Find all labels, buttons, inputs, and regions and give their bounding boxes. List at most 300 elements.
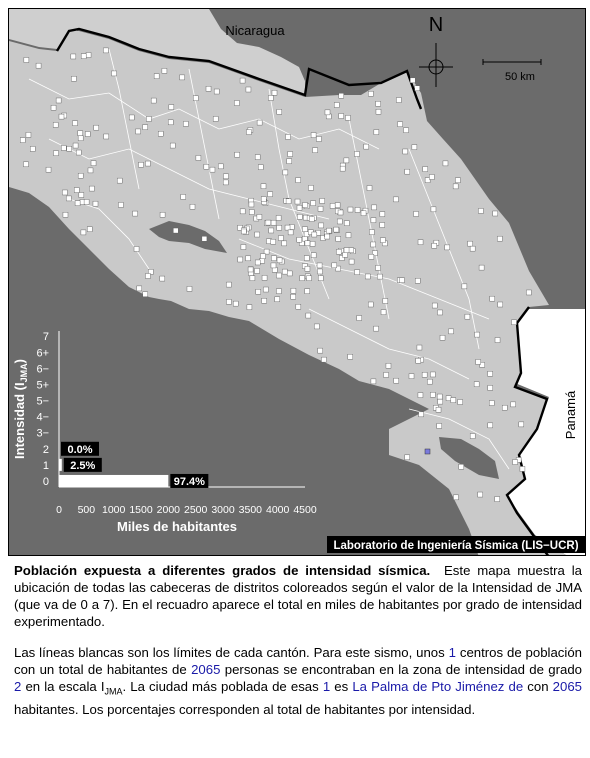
- district-center: [511, 402, 516, 407]
- district-center: [502, 405, 507, 410]
- chart-y-tick-label: 6+: [36, 347, 49, 360]
- district-center: [316, 136, 321, 141]
- district-center: [89, 186, 94, 191]
- district-center: [415, 278, 420, 283]
- district-center: [468, 241, 473, 246]
- district-center: [380, 222, 385, 227]
- district-center: [104, 134, 109, 139]
- district-center: [383, 298, 388, 303]
- district-center: [190, 204, 195, 209]
- district-center: [449, 329, 454, 334]
- district-center: [287, 271, 292, 276]
- district-center: [479, 265, 484, 270]
- district-center: [162, 68, 167, 73]
- district-center: [241, 229, 246, 234]
- district-center: [369, 254, 374, 259]
- district-center: [223, 180, 228, 185]
- district-center: [291, 294, 296, 299]
- district-center: [277, 273, 282, 278]
- district-center: [287, 159, 292, 164]
- district-center: [305, 266, 310, 271]
- district-center: [62, 190, 67, 195]
- district-center: [71, 54, 76, 59]
- panama-label: Panamá: [563, 390, 578, 440]
- district-center: [20, 138, 25, 143]
- district-center: [489, 401, 494, 406]
- district-center: [475, 332, 480, 337]
- district-center: [268, 95, 273, 100]
- caption-grade: 2: [14, 679, 22, 694]
- chart-y-tick-label: 0: [42, 475, 49, 488]
- district-center: [145, 273, 150, 278]
- district-center: [320, 198, 325, 203]
- district-center: [302, 227, 307, 232]
- district-center: [286, 134, 291, 139]
- district-center: [271, 239, 276, 244]
- district-center: [519, 422, 524, 427]
- district-center: [276, 289, 281, 294]
- district-center: [187, 286, 192, 291]
- district-center: [403, 149, 408, 154]
- district-center: [84, 199, 89, 204]
- district-center: [440, 335, 445, 340]
- district-center: [437, 423, 442, 428]
- district-center: [339, 113, 344, 118]
- district-center: [312, 232, 317, 237]
- district-center: [226, 299, 231, 304]
- district-center: [311, 133, 316, 138]
- district-center: [313, 148, 318, 153]
- district-center: [459, 464, 464, 469]
- district-center: [66, 196, 71, 201]
- district-center: [223, 174, 228, 179]
- district-center: [75, 201, 80, 206]
- district-center: [143, 125, 148, 130]
- district-center: [325, 234, 330, 239]
- district-center: [355, 207, 360, 212]
- district-center: [371, 242, 376, 247]
- district-center: [260, 254, 265, 259]
- district-center: [129, 115, 134, 120]
- district-center: [453, 184, 458, 189]
- district-center: [54, 151, 59, 156]
- district-center: [398, 122, 403, 127]
- district-center: [276, 215, 281, 220]
- caption-total-pop: 2065: [191, 662, 221, 677]
- district-center: [386, 363, 391, 368]
- district-center: [143, 292, 148, 297]
- district-center: [93, 201, 98, 206]
- district-center: [381, 310, 386, 315]
- district-center: [266, 220, 271, 225]
- district-center: [497, 236, 502, 241]
- chart-percent-label: [61, 442, 99, 456]
- district-la-palma: [425, 449, 430, 454]
- district-center: [396, 98, 401, 103]
- caption-text-2c: personas se encontraban en la zona de intensidad de grado: [220, 662, 582, 677]
- district-center: [173, 228, 178, 233]
- district-center: [81, 54, 86, 59]
- district-center: [423, 167, 428, 172]
- district-center: [374, 326, 379, 331]
- district-center: [474, 382, 479, 387]
- caption-city: La Palma de Pto Jiménez de: [352, 679, 524, 694]
- district-center: [495, 338, 500, 343]
- district-center: [277, 258, 282, 263]
- district-center: [369, 230, 374, 235]
- district-center: [277, 225, 282, 230]
- district-center: [446, 396, 451, 401]
- chart-y-tick-label: 6−: [36, 363, 49, 376]
- district-center: [354, 151, 359, 156]
- district-center: [271, 256, 276, 261]
- district-center: [498, 302, 503, 307]
- district-center: [277, 109, 282, 114]
- district-center: [240, 209, 245, 214]
- district-center: [170, 143, 175, 148]
- district-center: [81, 230, 86, 235]
- district-center: [145, 161, 150, 166]
- district-center: [478, 492, 483, 497]
- caption-text-2e: . La ciudad más poblada de esas: [122, 679, 323, 694]
- district-center: [365, 274, 370, 279]
- district-center: [146, 116, 151, 121]
- chart-percent-label: [64, 458, 102, 472]
- district-center: [246, 130, 251, 135]
- district-center: [154, 74, 159, 79]
- district-center: [384, 372, 389, 377]
- district-center: [488, 423, 493, 428]
- district-center: [337, 219, 342, 224]
- district-center: [291, 288, 296, 293]
- district-center: [476, 359, 481, 364]
- district-center: [262, 298, 267, 303]
- caption: [14, 562, 582, 732]
- caption-n-centers-2: 1: [322, 679, 331, 694]
- svg-text:97.4%: 97.4%: [173, 475, 205, 488]
- district-center: [311, 201, 316, 206]
- district-center: [374, 130, 379, 135]
- chart-percent-label: [170, 474, 208, 488]
- district-center: [377, 274, 382, 279]
- district-center: [255, 155, 260, 160]
- district-center: [376, 101, 381, 106]
- district-center: [326, 228, 331, 233]
- caption-paragraph-2: [14, 644, 582, 718]
- chart-x-tick-label: 1000: [101, 504, 126, 516]
- district-center: [76, 150, 81, 155]
- district-center: [436, 407, 441, 412]
- district-center: [512, 320, 517, 325]
- district-center: [364, 144, 369, 149]
- caption-text-2a: Las líneas blancas son los límites de cada cantón. Para este sismo, unos: [14, 645, 449, 660]
- district-center: [196, 155, 201, 160]
- north-label: N: [428, 14, 444, 36]
- district-center: [214, 89, 219, 94]
- district-center: [255, 260, 260, 265]
- district-center: [248, 267, 253, 272]
- district-center: [478, 208, 483, 213]
- district-center: [258, 165, 263, 170]
- district-center: [307, 276, 312, 281]
- chart-y-tick-label: 3−: [36, 427, 49, 440]
- district-center: [325, 110, 330, 115]
- chart-y-tick-label: 2: [42, 443, 49, 456]
- district-center: [438, 310, 443, 315]
- district-center: [249, 210, 254, 215]
- district-center: [204, 164, 209, 169]
- district-center: [355, 270, 360, 275]
- district-center: [78, 131, 83, 136]
- district-center: [409, 374, 414, 379]
- district-center: [246, 87, 251, 92]
- caption-n-centers: 1: [448, 645, 456, 660]
- district-center: [431, 207, 436, 212]
- district-center: [443, 161, 448, 166]
- district-center: [255, 268, 260, 273]
- district-center: [405, 169, 410, 174]
- district-center: [78, 173, 83, 178]
- district-center: [247, 305, 252, 310]
- district-center: [24, 57, 29, 62]
- district-center: [74, 188, 79, 193]
- district-center: [181, 194, 186, 199]
- caption-text-1: Este mapa muestra la ubicación de todas las cabeceras de distritos coloreados según el valor de la Intensidad de JMA (que va de 0 a 7). En el recuadro aparece el total en miles de habitantes por grado de intensidad experimentado.: [14, 563, 582, 629]
- district-center: [405, 455, 410, 460]
- district-center: [91, 161, 96, 166]
- chart-y-tick-label: 7: [42, 331, 49, 344]
- district-center: [432, 303, 437, 308]
- district-center: [495, 497, 500, 502]
- district-center: [295, 199, 300, 204]
- district-center: [488, 385, 493, 390]
- district-center: [73, 143, 78, 148]
- district-center: [169, 105, 174, 110]
- district-center: [158, 131, 163, 136]
- district-center: [268, 192, 273, 197]
- chart-bar: [59, 459, 62, 471]
- district-center: [314, 324, 319, 329]
- chart-x-tick-label: 1500: [129, 504, 153, 516]
- district-center: [318, 276, 323, 281]
- district-center: [51, 105, 56, 110]
- district-center: [344, 248, 349, 253]
- district-center: [343, 252, 348, 257]
- district-center: [288, 230, 293, 235]
- svg-text:0.0%: 0.0%: [67, 443, 93, 456]
- district-center: [455, 178, 460, 183]
- district-center: [283, 170, 288, 175]
- district-center: [427, 379, 432, 384]
- district-center: [263, 287, 268, 292]
- district-center: [415, 86, 420, 91]
- district-center: [335, 203, 340, 208]
- district-center: [348, 354, 353, 359]
- district-center: [193, 96, 198, 101]
- district-center: [296, 304, 301, 309]
- district-center: [285, 225, 290, 230]
- district-center: [73, 121, 78, 126]
- district-center: [282, 269, 287, 274]
- district-center: [438, 399, 443, 404]
- district-center: [309, 217, 314, 222]
- district-center: [297, 205, 302, 210]
- district-center: [311, 253, 316, 258]
- district-center: [332, 263, 337, 268]
- caption-title: Población expuesta a diferentes grados de intensidad sísmica.: [14, 563, 431, 578]
- district-center: [376, 109, 381, 114]
- district-center: [453, 495, 458, 500]
- district-center: [318, 206, 323, 211]
- district-center: [87, 227, 92, 232]
- district-center: [318, 348, 323, 353]
- district-center: [238, 257, 243, 262]
- district-center: [300, 276, 305, 281]
- chart-y-tick-label: 4−: [36, 411, 49, 424]
- district-center: [235, 152, 240, 157]
- district-center: [458, 399, 463, 404]
- district-center: [103, 48, 108, 53]
- district-center: [256, 289, 261, 294]
- district-center: [372, 205, 377, 210]
- district-center: [180, 75, 185, 80]
- chart-x-tick-label: 2000: [156, 504, 181, 516]
- caption-text-2g: con: [523, 679, 553, 694]
- district-center: [36, 63, 41, 68]
- chart-x-tick-label: 500: [77, 504, 96, 516]
- district-center: [488, 371, 493, 376]
- district-center: [470, 246, 475, 251]
- district-center: [304, 256, 309, 261]
- district-center: [526, 290, 531, 295]
- district-center: [339, 93, 344, 98]
- district-center: [306, 313, 311, 318]
- district-center: [367, 186, 372, 191]
- chart-y-tick-label: 5−: [36, 395, 49, 408]
- district-center: [349, 248, 354, 253]
- district-center: [262, 275, 267, 280]
- district-center: [368, 302, 373, 307]
- chart-y-tick-label: 5+: [36, 379, 49, 392]
- chart-y-label-main: Intensidad (I: [12, 382, 27, 459]
- caption-text-2f: es: [330, 679, 353, 694]
- caption-text-2b: centros de población con un total de habitantes de: [14, 645, 582, 677]
- district-center: [246, 256, 251, 261]
- district-center: [445, 245, 450, 250]
- chart-bar: [59, 475, 168, 487]
- district-center: [275, 297, 280, 302]
- district-center: [261, 197, 266, 202]
- district-center: [79, 192, 84, 197]
- district-center: [414, 211, 419, 216]
- district-center: [183, 121, 188, 126]
- district-center: [133, 211, 138, 216]
- district-center: [56, 98, 61, 103]
- district-center: [338, 210, 343, 215]
- nicaragua-label: Nicaragua: [225, 23, 285, 38]
- district-center: [282, 241, 287, 246]
- district-center: [493, 211, 498, 216]
- district-center: [404, 128, 409, 133]
- district-center: [67, 146, 72, 151]
- district-center: [376, 265, 381, 270]
- district-center: [134, 246, 139, 251]
- district-center: [380, 212, 385, 217]
- district-center: [136, 129, 141, 134]
- district-center: [46, 167, 51, 172]
- district-center: [240, 78, 245, 83]
- chart-y-tick-label: 1: [42, 459, 49, 472]
- district-center: [94, 125, 99, 130]
- district-center: [264, 249, 269, 254]
- district-center: [371, 379, 376, 384]
- district-center: [23, 162, 28, 167]
- district-center: [430, 392, 435, 397]
- district-center: [271, 220, 276, 225]
- district-center: [302, 236, 307, 241]
- district-center: [255, 232, 260, 237]
- district-center: [336, 249, 341, 254]
- district-center: [78, 136, 83, 141]
- district-center: [394, 378, 399, 383]
- chart-x-tick-label: 3000: [211, 504, 235, 516]
- district-center: [308, 185, 313, 190]
- district-center: [357, 316, 362, 321]
- chart-x-tick-label: 4000: [265, 504, 290, 516]
- district-center: [345, 115, 350, 120]
- district-center: [368, 91, 373, 96]
- district-center: [206, 86, 211, 91]
- district-center: [151, 98, 156, 103]
- district-center: [234, 101, 239, 106]
- district-center: [257, 214, 262, 219]
- district-center: [490, 296, 495, 301]
- district-center: [422, 372, 427, 377]
- district-center: [168, 120, 173, 125]
- district-center: [53, 122, 58, 127]
- district-center: [218, 164, 223, 169]
- district-center: [462, 284, 467, 289]
- district-center: [346, 233, 351, 238]
- district-center: [310, 241, 315, 246]
- district-center: [429, 174, 434, 179]
- district-center: [278, 236, 283, 241]
- district-center: [61, 145, 66, 150]
- district-center: [160, 276, 165, 281]
- district-center: [416, 358, 421, 363]
- district-center: [271, 263, 276, 268]
- chart-x-label: Miles de habitantes: [117, 519, 237, 534]
- district-center: [272, 90, 277, 95]
- chart-x-tick-label: 2500: [183, 504, 208, 516]
- district-center: [340, 166, 345, 171]
- credit-label: Laboratorio de Ingeniería Sísmica (LIS−UCR): [333, 540, 579, 552]
- chart-x-tick-label: 4500: [293, 504, 317, 516]
- district-center: [465, 314, 470, 319]
- svg-text:2.5%: 2.5%: [70, 459, 96, 472]
- district-center: [317, 269, 322, 274]
- district-center: [419, 412, 424, 417]
- district-center: [297, 237, 302, 242]
- district-center: [418, 240, 423, 245]
- district-center: [288, 152, 293, 157]
- district-center: [361, 211, 366, 216]
- district-center: [520, 466, 525, 471]
- caption-paragraph-1: [14, 562, 582, 630]
- district-center: [336, 236, 341, 241]
- district-center: [261, 184, 266, 189]
- district-center: [213, 116, 218, 121]
